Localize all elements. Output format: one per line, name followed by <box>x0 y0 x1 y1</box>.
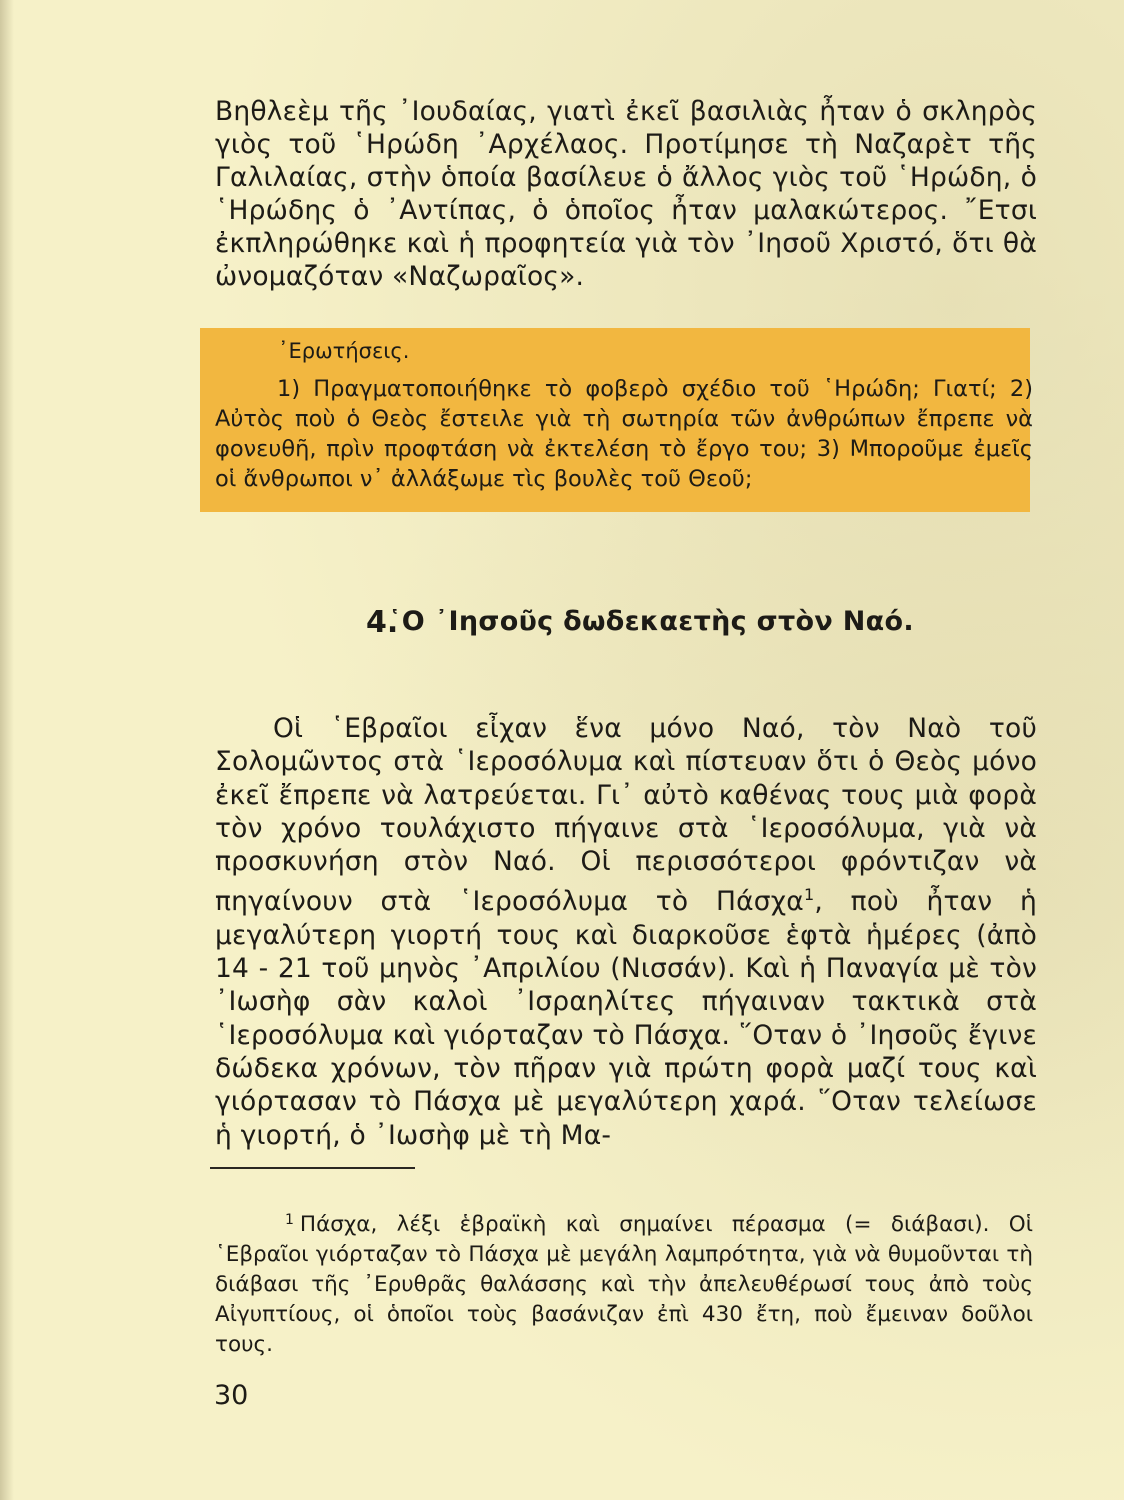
section-number: 4. <box>366 605 399 640</box>
footnote-reference: 1 <box>803 885 815 905</box>
questions-title: ᾿Ερωτήσεις. <box>278 339 410 363</box>
intro-paragraph: Βηθλεὲμ τῆς ᾿Ιουδαίας, γιατὶ ἐκεῖ βασιλιὰς ἦταν ὁ σκληρὸς γιὸς τοῦ ῾Ηρώδη ᾿Αρχέλαος. Προτίμησε τὴ Ναζαρὲτ τῆς Γαλιλαίας, στὴν ὁποία βασίλευε ὁ ἄλλος γιὸς τοῦ ῾Ηρώδη, ὁ ῾Ηρώδης ὁ ᾿Αντίπας, ὁ ὁποῖος ἦταν μαλακώτερος. ῎Ετσι ἐκπληρώθηκε καὶ ἡ προφητεία γιὰ τὸν ᾿Ιησοῦ Χριστό, ὅτι θὰ ὠνομαζόταν «Ναζωραῖος». <box>215 96 1037 292</box>
main-paragraph-part-2: , ποὺ ἦταν ἡ μεγαλύτερη γιορτή τους καὶ διαρκοῦσε ἑφτὰ ἡμέρες (ἀπὸ 14 - 21 τοῦ μηνὸς ᾿Απριλίου (Νισσάν). Καὶ ἡ Παναγία μὲ τὸν ᾿Ιωσὴφ σὰν καλοὶ ᾿Ισραηλίτες πήγαιναν τακτικὰ στὰ ῾Ιεροσόλυμα καὶ γιόρταζαν τὸ Πάσχα. ῞Οταν ὁ ᾿Ιησοῦς ἔγινε δώδεκα χρόνων, τὸν πῆραν γιὰ πρώτη φορὰ μαζί τους καὶ γιόρτασαν τὸ Πάσχα μὲ μεγαλύτερη χαρά. ῞Οταν τελείωσε ἡ γιορτή, ὁ ᾿Ιωσὴφ μὲ τὴ Μα- <box>215 886 1037 1151</box>
footnote <box>215 1205 1033 1360</box>
questions-text: 1) Πραγματοποιήθηκε τὸ φοβερὸ σχέδιο τοῦ ῾Ηρώδη; Γιατί; 2) Αὐτὸς ποὺ ὁ Θεὸς ἔστειλε γιὰ τὴ σωτηρία τῶν ἀνθρώπων ἔπρεπε νὰ φονευθῆ, πρὶν προφτάση νὰ ἐκτελέση τὸ ἔργο του; 3) Μποροῦμε ἐμεῖς οἱ ἄνθρωποι ν᾿ ἀλλάξωμε τὶς βουλὲς τοῦ Θεοῦ; <box>215 376 1033 492</box>
page-number: 30 <box>214 1380 249 1411</box>
footnote-text: Πάσχα, λέξι ἑβραϊκὴ καὶ σημαίνει πέρασμα (= διάβασι). Οἱ ῾Εβραῖοι γιόρταζαν τὸ Πάσχα μὲ μεγάλη λαμπρότητα, γιὰ νὰ θυμοῦνται τὴ διάβασι τῆς ᾿Ερυθρᾶς θαλάσσης καὶ τὴν ἀπελευθέρωσί τους ἀπὸ τοὺς Αἰγυπτίους, οἱ ὁποῖοι τοὺς βασάνιζαν ἐπὶ 430 ἔτη, ποὺ ἔμειναν δοῦλοι τους. <box>215 1212 1033 1357</box>
section-title: ῾Ο ᾿Ιησοῦς δωδεκαετὴς στὸν Ναό. <box>388 606 914 637</box>
page-binding-shadow <box>0 0 14 1500</box>
footnote-mark: 1 <box>285 1212 294 1228</box>
main-paragraph <box>215 712 1037 1152</box>
footnote-divider <box>210 1167 415 1169</box>
main-paragraph-part-1: Οἱ ῾Εβραῖοι εἶχαν ἕνα μόνο Ναό, τὸν Ναὸ τοῦ Σολομῶντος στὰ ῾Ιεροσόλυμα καὶ πίστευαν ὅτι ὁ Θεὸς μόνο ἐκεῖ ἔπρεπε νὰ λατρεύεται. Γι᾿ αὐτὸ καθένας τους μιὰ φορὰ τὸν χρόνο τουλάχιστο πήγαινε στὰ ῾Ιεροσόλυμα, γιὰ νὰ προσκυνήση στὸν Ναό. Οἱ περισσότεροι φρόντιζαν νὰ πηγαίνουν στὰ ῾Ιεροσόλυμα τὸ Πάσχα <box>215 713 1037 918</box>
